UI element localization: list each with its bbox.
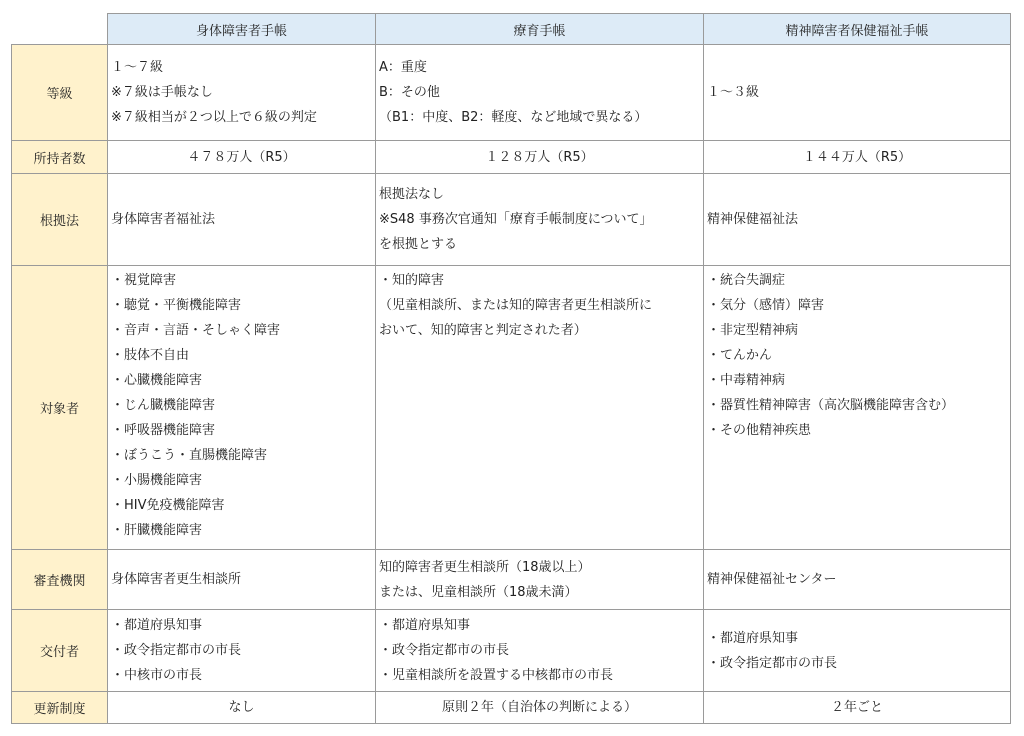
cell-line: を根拠とする	[379, 237, 458, 252]
cell-line: ※７級相当が２つ以上で６級の判定	[111, 110, 317, 125]
cell-renewal-physical	[108, 692, 376, 724]
cell-line: 根拠法なし	[379, 187, 445, 202]
row-review-body	[12, 550, 1011, 610]
cell-line: ・視覚障害	[111, 273, 177, 288]
cell-line: ※S48 事務次官通知「療育手帳制度について」	[379, 212, 653, 227]
row-holders	[12, 141, 1011, 174]
cell-line: ・心臓機能障害	[111, 373, 203, 388]
cell-line: ・都道府県知事	[707, 630, 799, 646]
cell-line: 精神保健福祉センター	[707, 572, 837, 587]
header-row	[12, 14, 1011, 45]
cell-issuer-ryoiku	[376, 610, 704, 692]
column-header-ryoiku: 療育手帳	[376, 14, 704, 45]
cell-line: 精神保健福祉法	[707, 212, 799, 227]
cell-line: １４４万人（R5）	[802, 149, 912, 165]
cell-legal-basis-mental	[704, 174, 1011, 266]
row-header-renewal: 更新制度	[12, 692, 108, 724]
row-eligible	[12, 266, 1011, 550]
cell-line: ・政令指定都市の市長	[707, 655, 838, 671]
cell-line: ・都道府県知事	[379, 618, 471, 633]
row-header-holders: 所持者数	[12, 141, 108, 174]
cell-line: ・都道府県知事	[111, 618, 203, 633]
cell-line: （B1：中度、B2：軽度、など地域で異なる）	[379, 110, 648, 125]
cell-line: ・HIV免疫機能障害	[111, 498, 225, 513]
cell-review-body-ryoiku	[376, 550, 704, 610]
cell-line: ・政令指定都市の市長	[379, 643, 510, 658]
cell-line: ・肝臓機能障害	[111, 523, 203, 538]
cell-issuer-mental	[704, 610, 1011, 692]
cell-line: ・中毒精神病	[707, 373, 786, 388]
corner-cell	[12, 14, 108, 45]
cell-eligible-ryoiku	[376, 266, 704, 550]
cell-review-body-mental	[704, 550, 1011, 610]
cell-line: ・児童相談所を設置する中核都市の市長	[379, 668, 614, 683]
cell-line: ・統合失調症	[707, 273, 786, 288]
row-header-grade: 等級	[12, 45, 108, 141]
cell-holders-ryoiku	[376, 141, 704, 174]
cell-grade-mental	[704, 45, 1011, 141]
cell-line: ・政令指定都市の市長	[111, 643, 242, 658]
cell-line: ４７８万人（R5）	[187, 149, 296, 165]
cell-eligible-mental	[704, 266, 1011, 550]
cell-line: ２年ごと	[830, 700, 883, 715]
cell-line: 身体障害者福祉法	[111, 212, 216, 227]
cell-line: ・その他精神疾患	[707, 423, 812, 438]
cell-holders-mental	[704, 141, 1011, 174]
cell-grade-physical	[108, 45, 376, 141]
cell-renewal-ryoiku	[376, 692, 704, 724]
row-renewal	[12, 692, 1011, 724]
cell-line: ・非定型精神病	[707, 323, 799, 338]
cell-line: ・呼吸器機能障害	[111, 423, 216, 438]
cell-line: ・聴覚・平衡機能障害	[111, 298, 242, 313]
cell-line: １～７級	[111, 60, 164, 75]
row-issuer	[12, 610, 1011, 692]
cell-line: 知的障害者更生相談所（18歳以上）	[379, 559, 591, 575]
handbook-comparison-table	[11, 13, 1011, 724]
row-grade	[12, 45, 1011, 141]
cell-line: １２８万人（R5）	[485, 149, 594, 165]
cell-line: ・音声・言語・そしゃく障害	[111, 323, 281, 338]
cell-line: 身体障害者更生相談所	[111, 572, 242, 587]
cell-legal-basis-ryoiku	[376, 174, 704, 266]
cell-renewal-mental	[704, 692, 1011, 724]
cell-line: ・小腸機能障害	[111, 473, 203, 488]
cell-line: ・気分（感情）障害	[707, 298, 825, 313]
cell-issuer-physical	[108, 610, 376, 692]
row-header-eligible: 対象者	[12, 266, 108, 550]
cell-line: または、児童相談所（18歳未満）	[379, 584, 578, 600]
cell-line: ・器質性精神障害（高次脳機能障害含む）	[707, 398, 955, 413]
cell-line: ・ぼうこう・直腸機能障害	[111, 448, 268, 463]
cell-grade-ryoiku	[376, 45, 704, 141]
cell-line: ※７級は手帳なし	[111, 85, 213, 100]
cell-line: １～３級	[707, 85, 760, 100]
cell-line: ・知的障害	[379, 273, 445, 288]
cell-line: ・中核市の市長	[111, 668, 203, 683]
row-header-issuer: 交付者	[12, 610, 108, 692]
cell-legal-basis-physical	[108, 174, 376, 266]
cell-line: 原則２年（自治体の判断による）	[441, 700, 637, 715]
cell-line: （児童相談所、または知的障害者更生相談所に	[379, 298, 653, 313]
cell-eligible-physical	[108, 266, 376, 550]
cell-review-body-physical	[108, 550, 376, 610]
row-header-review-body: 審査機関	[12, 550, 108, 610]
cell-line: ・肢体不自由	[111, 348, 190, 363]
column-header-physical: 身体障害者手帳	[108, 14, 376, 45]
cell-line: ・じん臓機能障害	[111, 398, 216, 413]
cell-line: なし	[228, 700, 255, 715]
cell-line: おいて、知的障害と判定された者）	[379, 323, 587, 338]
cell-holders-physical	[108, 141, 376, 174]
row-legal-basis	[12, 174, 1011, 266]
row-header-legal-basis: 根拠法	[12, 174, 108, 266]
cell-line: B：その他	[379, 85, 440, 100]
cell-line: ・てんかん	[707, 348, 773, 363]
cell-line: A：重度	[379, 60, 427, 75]
column-header-mental: 精神障害者保健福祉手帳	[704, 14, 1011, 45]
